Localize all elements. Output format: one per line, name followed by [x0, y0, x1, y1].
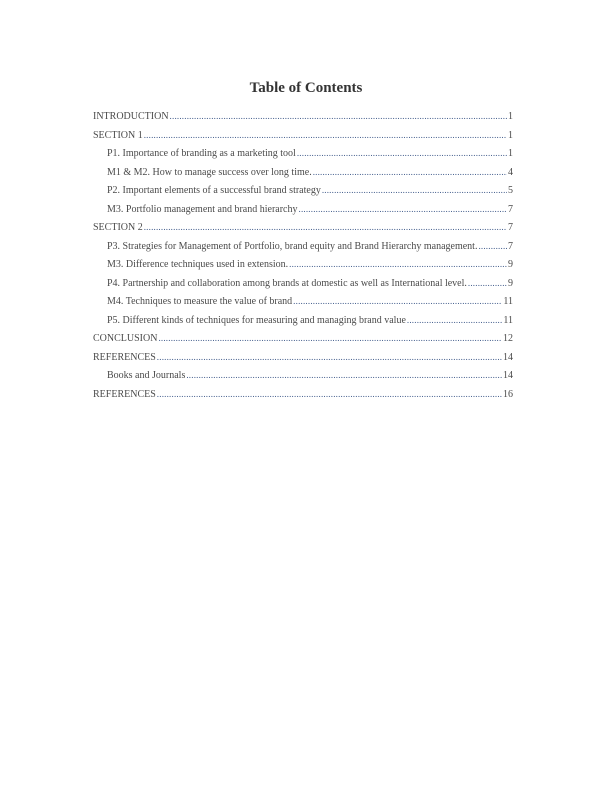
toc-dot-leader	[157, 351, 502, 363]
page-title: Table of Contents	[249, 80, 363, 96]
toc-page-number: 9	[508, 259, 513, 270]
toc-entry-label: REFERENCES	[93, 351, 156, 363]
toc-page-number: 1	[508, 111, 513, 122]
toc-entry-p5[interactable]	[93, 314, 513, 333]
toc-entry-m3-portfolio[interactable]	[93, 203, 513, 222]
toc-entry-label: P3. Strategies for Management of Portfolio, brand equity and Brand Hierarchy management.	[107, 240, 478, 252]
toc-dot-leader	[186, 369, 502, 381]
toc-entry-books-and-journals[interactable]	[93, 369, 513, 388]
toc-dot-leader	[468, 277, 507, 289]
toc-entry-label: CONCLUSION	[93, 333, 158, 344]
toc-entry-label: P5. Different kinds of techniques for measuring and managing brand value	[107, 314, 406, 326]
toc-entry-section-1[interactable]	[93, 129, 513, 148]
toc-dot-leader	[478, 240, 507, 252]
toc-dot-leader	[322, 184, 507, 196]
toc-entry-p4[interactable]	[93, 277, 513, 296]
toc-page-number: 1	[508, 148, 513, 159]
toc-entry-references[interactable]	[93, 351, 513, 370]
toc-entry-section-2[interactable]	[93, 221, 513, 240]
toc-entry-label: SECTION 1	[93, 129, 143, 141]
toc-entry-label: Books and Journals	[107, 370, 186, 381]
toc-entry-label: M3. Difference techniques used in extension.	[107, 259, 289, 270]
toc-entry-introduction[interactable]	[93, 110, 513, 129]
toc-entry-conclusion[interactable]	[93, 332, 513, 351]
toc-dot-leader	[144, 129, 507, 141]
toc-entry-references-2[interactable]	[93, 388, 513, 407]
toc-entry-label: M1 & M2. How to manage success over long time.	[107, 166, 312, 178]
toc-page-number: 1	[508, 129, 513, 141]
toc-dot-leader	[157, 388, 502, 400]
toc-entry-m4[interactable]	[93, 295, 513, 314]
toc-page-number: 7	[508, 203, 513, 215]
toc-entry-label: INTRODUCTION	[93, 111, 169, 122]
toc-page-number: 11	[503, 314, 513, 326]
toc-entry-label: P2. Important elements of a successful brand strategy	[107, 185, 321, 196]
toc-entry-label: M3. Portfolio management and brand hierarchy	[107, 203, 298, 215]
toc-entry-m1-m2[interactable]	[93, 166, 513, 185]
toc-page-number: 7	[508, 222, 513, 233]
toc-entry-label: M4. Techniques to measure the value of brand	[107, 296, 293, 307]
toc-dot-leader	[158, 332, 502, 344]
toc-entry-p3[interactable]	[93, 240, 513, 259]
toc-dot-leader	[297, 147, 507, 159]
toc-dot-leader	[170, 110, 507, 122]
toc-entry-label: REFERENCES	[93, 388, 156, 400]
toc-page-number: 4	[508, 166, 513, 178]
toc-page-number: 7	[508, 240, 513, 252]
toc-entry-label: P4. Partnership and collaboration among brands at domestic as well as International level.	[107, 277, 467, 289]
toc-page-number: 16	[503, 388, 513, 400]
toc-page-number: 14	[503, 351, 513, 363]
toc-page-number: 11	[503, 296, 513, 307]
toc-page-number: 5	[508, 185, 513, 196]
toc-dot-leader	[144, 221, 507, 233]
toc-page-number: 14	[503, 370, 513, 381]
toc-dot-leader	[313, 166, 507, 178]
toc-entry-label: P1. Importance of branding as a marketing tool	[107, 148, 296, 159]
toc-page-number: 12	[503, 333, 513, 344]
toc-dot-leader	[289, 258, 507, 270]
toc-dot-leader	[407, 314, 502, 326]
toc-entry-p2[interactable]	[93, 184, 513, 203]
toc-dot-leader	[299, 203, 508, 215]
toc-entry-m3-extension[interactable]	[93, 258, 513, 277]
toc-page-number: 9	[508, 277, 513, 289]
toc-entry-label: SECTION 2	[93, 222, 143, 233]
table-of-contents	[93, 110, 513, 406]
toc-entry-p1[interactable]	[93, 147, 513, 166]
toc-dot-leader	[293, 295, 502, 307]
